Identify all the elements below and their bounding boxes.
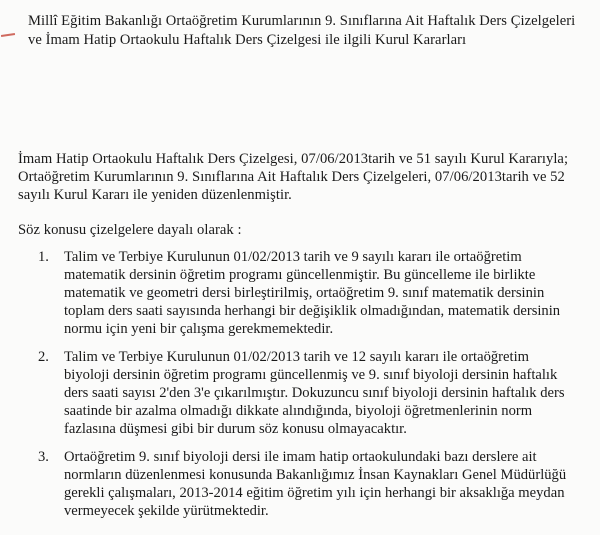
item-3-line-4: vermeyecek şekilde yürütmektedir.	[64, 503, 269, 519]
item-1-line-3: matematik ve geometri dersi birleştirilmiş, ortaöğretim 9. sınıf matematik dersinin	[64, 285, 545, 301]
item-2-line-4: saatinde bir azalma olmadığı dikkate alındığında, biyoloji öğretmenlerinin norm	[64, 403, 533, 419]
list-number-1: 1.	[38, 249, 49, 265]
item-3-line-3: gerekli çalışmaları, 2013-2014 eğitim öğretim yılı için herhangi bir aksaklığa meydan	[64, 485, 565, 501]
document-title-line-2: ve İmam Hatip Ortaokulu Haftalık Ders Çizelgesi ile ilgili Kurul Kararları	[28, 32, 467, 48]
intro-line-1: İmam Hatip Ortaokulu Haftalık Ders Çizelgesi, 07/06/2013tarih ve 51 sayılı Kurul Kararıyla;	[18, 151, 569, 167]
red-pen-mark	[1, 33, 15, 37]
lead-sentence: Söz konusu çizelgelere dayalı olarak :	[18, 222, 242, 238]
item-1-line-5: normu için yeni bir çalışma gerekmemektedir.	[64, 321, 334, 337]
item-3-line-1: Ortaöğretim 9. sınıf biyoloji dersi ile imam hatip ortaokulundaki bazı derslere ait	[64, 449, 537, 465]
item-2-line-5: fazlasına düşmesi gibi bir durum söz konusu olmayacaktır.	[64, 421, 407, 437]
item-2-line-3: ders saati sayısı 2'den 3'e çıkarılmıştır. Dokuzuncu sınıf biyoloji dersinin haftalık ders	[64, 385, 565, 401]
document-title-line-1: Millî Eğitim Bakanlığı Ortaöğretim Kurumlarının 9. Sınıflarına Ait Haftalık Ders Çizelgeleri	[28, 13, 576, 29]
list-number-2: 2.	[38, 349, 49, 365]
intro-line-3: sayılı Kurul Kararı ile yeniden düzenlenmiştir.	[18, 187, 292, 203]
list-number-3: 3.	[38, 449, 49, 465]
item-1-line-2: matematik dersinin öğretim programı güncellenmiştir. Bu güncelleme ile birlikte	[64, 267, 536, 283]
item-3-line-2: normların düzenlenmesi konusunda Bakanlığımız İnsan Kaynakları Genel Müdürlüğü	[64, 467, 567, 483]
item-1-line-1: Talim ve Terbiye Kurulunun 01/02/2013 tarih ve 9 sayılı kararı ile ortaöğretim	[64, 249, 522, 265]
item-1-line-4: toplam ders saati sayısında herhangi bir değişiklik olmadığından, matematik dersinin	[64, 303, 561, 319]
intro-line-2: Ortaöğretim Kurumlarının 9. Sınıflarına Ait Haftalık Ders Çizelgeleri, 07/06/2013tarih ve 52	[18, 169, 565, 185]
item-2-line-1: Talim ve Terbiye Kurulunun 01/02/2013 tarih ve 12 sayılı kararı ile ortaöğretim	[64, 349, 529, 365]
item-2-line-2: biyoloji dersinin öğretim programı güncellenmiş ve 9. sınıf biyoloji dersinin haftalık	[64, 367, 558, 383]
